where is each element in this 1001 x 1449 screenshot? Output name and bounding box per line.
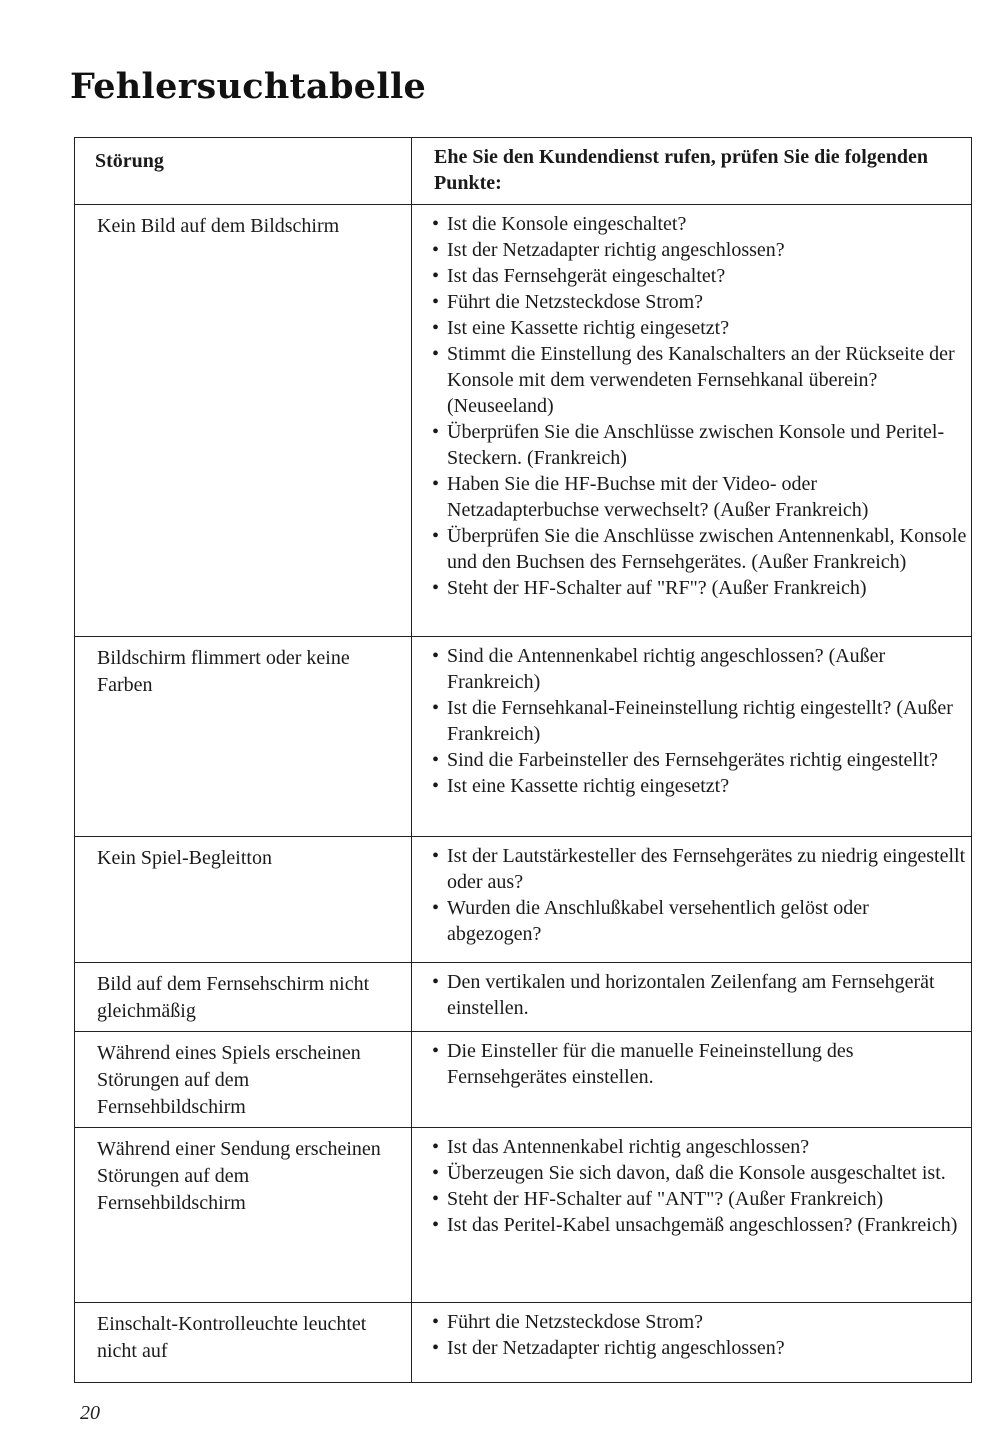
bullet-icon: • bbox=[432, 343, 440, 365]
check-item bbox=[432, 747, 967, 773]
check-item bbox=[432, 1212, 967, 1238]
symptom-cell: Kein Spiel-Begleitton bbox=[75, 837, 412, 963]
check-text: Ist das Antennenkabel richtig angeschlossen? bbox=[447, 1136, 810, 1158]
check-list bbox=[432, 969, 967, 1021]
check-item bbox=[432, 237, 967, 263]
bullet-icon: • bbox=[432, 645, 440, 667]
checks-cell bbox=[412, 1303, 972, 1383]
check-text: Ist der Netzadapter richtig angeschlossen? bbox=[447, 239, 785, 261]
check-text: Führt die Netzsteckdose Strom? bbox=[447, 291, 704, 313]
check-item bbox=[432, 773, 967, 799]
check-text: Führt die Netzsteckdose Strom? bbox=[447, 1311, 704, 1333]
check-item bbox=[432, 1335, 967, 1361]
bullet-icon: • bbox=[432, 697, 440, 719]
check-text: Ist der Lautstärkesteller des Fernsehgerätes zu niedrig eingestellt oder aus? bbox=[447, 845, 966, 893]
check-text: Wurden die Anschlußkabel versehentlich gelöst oder abgezogen? bbox=[447, 897, 869, 945]
checks-cell bbox=[412, 1032, 972, 1128]
table-row bbox=[75, 637, 972, 837]
check-item bbox=[432, 523, 967, 575]
bullet-icon: • bbox=[432, 239, 440, 261]
check-list bbox=[432, 1309, 967, 1361]
table-row bbox=[75, 1128, 972, 1303]
check-item bbox=[432, 341, 967, 419]
table-row bbox=[75, 1303, 972, 1383]
bullet-icon: • bbox=[432, 749, 440, 771]
check-text: Ist das Fernsehgerät eingeschaltet? bbox=[447, 265, 726, 287]
check-text: Den vertikalen und horizontalen Zeilenfang am Fernsehgerät einstellen. bbox=[447, 971, 935, 1019]
checks-cell bbox=[412, 637, 972, 837]
page-number: 20 bbox=[80, 1402, 100, 1424]
bullet-icon: • bbox=[432, 1188, 440, 1210]
bullet-icon: • bbox=[432, 291, 440, 313]
check-item bbox=[432, 843, 967, 895]
checks-cell bbox=[412, 205, 972, 637]
checks-cell bbox=[412, 837, 972, 963]
checks-cell bbox=[412, 963, 972, 1032]
bullet-icon: • bbox=[432, 1162, 440, 1184]
check-item bbox=[432, 895, 967, 947]
check-text: Ist eine Kassette richtig eingesetzt? bbox=[447, 317, 730, 339]
symptom-cell: Kein Bild auf dem Bildschirm bbox=[75, 205, 412, 637]
checks-cell bbox=[412, 1128, 972, 1303]
check-text: Haben Sie die HF-Buchse mit der Video- oder Netzadapterbuchse verwechselt? (Außer Frankreich) bbox=[447, 473, 869, 521]
check-text: Überprüfen Sie die Anschlüsse zwischen Antennenkabl, Konsole und den Buchsen des Fernsehgerätes. (Außer Frankreich) bbox=[447, 525, 967, 573]
page-title: Fehlersuchtabelle bbox=[70, 66, 427, 107]
check-item bbox=[432, 1186, 967, 1212]
symptom-cell: Während eines Spiels erscheinen Störungen auf dem Fernsehbildschirm bbox=[75, 1032, 412, 1128]
check-text: Steht der HF-Schalter auf "ANT"? (Außer Frankreich) bbox=[447, 1188, 884, 1210]
bullet-icon: • bbox=[432, 1337, 440, 1359]
bullet-icon: • bbox=[432, 473, 440, 495]
check-list bbox=[432, 1038, 967, 1090]
bullet-icon: • bbox=[432, 213, 440, 235]
check-text: Überzeugen Sie sich davon, daß die Konsole ausgeschaltet ist. bbox=[447, 1162, 946, 1184]
check-item bbox=[432, 289, 967, 315]
bullet-icon: • bbox=[432, 971, 440, 993]
check-item bbox=[432, 1038, 967, 1090]
check-item bbox=[432, 315, 967, 341]
check-item bbox=[432, 1160, 967, 1186]
bullet-icon: • bbox=[432, 1040, 440, 1062]
table-row bbox=[75, 963, 972, 1032]
bullet-icon: • bbox=[432, 577, 440, 599]
symptom-cell: Bild auf dem Fernsehschirm nicht gleichmäßig bbox=[75, 963, 412, 1032]
check-text: Stimmt die Einstellung des Kanalschalters an der Rückseite der Konsole mit dem verwendeten Fernsehkanal überein? (Neuseeland) bbox=[447, 343, 955, 417]
bullet-icon: • bbox=[432, 1136, 440, 1158]
symptom-cell: Während einer Sendung erscheinen Störungen auf dem Fernsehbildschirm bbox=[75, 1128, 412, 1303]
check-item bbox=[432, 211, 967, 237]
check-item bbox=[432, 969, 967, 1021]
check-list bbox=[432, 843, 967, 947]
check-text: Steht der HF-Schalter auf "RF"? (Außer Frankreich) bbox=[447, 577, 867, 599]
check-text: Die Einsteller für die manuelle Feineinstellung des Fernsehgerätes einstellen. bbox=[447, 1040, 854, 1088]
symptom-cell: Einschalt-Kontrolleuchte leuchtet nicht auf bbox=[75, 1303, 412, 1383]
check-list bbox=[432, 1134, 967, 1238]
check-text: Ist der Netzadapter richtig angeschlossen? bbox=[447, 1337, 785, 1359]
table-row bbox=[75, 205, 972, 637]
check-item bbox=[432, 643, 967, 695]
check-list bbox=[432, 643, 967, 799]
check-text: Ist die Fernsehkanal-Feineinstellung richtig eingestellt? (Außer Frankreich) bbox=[447, 697, 953, 745]
bullet-icon: • bbox=[432, 1214, 440, 1236]
check-text: Ist das Peritel-Kabel unsachgemäß angeschlossen? (Frankreich) bbox=[447, 1214, 958, 1236]
header-checks: Ehe Sie den Kundendienst rufen, prüfen Sie die folgenden Punkte: bbox=[412, 138, 972, 205]
check-text: Sind die Farbeinsteller des Fernsehgerätes richtig eingestellt? bbox=[447, 749, 938, 771]
bullet-icon: • bbox=[432, 775, 440, 797]
table-row bbox=[75, 837, 972, 963]
check-item bbox=[432, 263, 967, 289]
bullet-icon: • bbox=[432, 421, 440, 443]
check-item bbox=[432, 695, 967, 747]
check-item bbox=[432, 1309, 967, 1335]
bullet-icon: • bbox=[432, 845, 440, 867]
check-item bbox=[432, 471, 967, 523]
check-item bbox=[432, 1134, 967, 1160]
bullet-icon: • bbox=[432, 525, 440, 547]
check-text: Sind die Antennenkabel richtig angeschlossen? (Außer Frankreich) bbox=[447, 645, 886, 693]
troubleshooting-table bbox=[74, 137, 972, 1383]
check-item bbox=[432, 419, 967, 471]
bullet-icon: • bbox=[432, 265, 440, 287]
check-list bbox=[432, 211, 967, 601]
header-symptom: Störung bbox=[75, 138, 412, 205]
bullet-icon: • bbox=[432, 897, 440, 919]
table-header-row bbox=[75, 138, 972, 205]
check-item bbox=[432, 575, 967, 601]
bullet-icon: • bbox=[432, 317, 440, 339]
check-text: Ist die Konsole eingeschaltet? bbox=[447, 213, 687, 235]
bullet-icon: • bbox=[432, 1311, 440, 1333]
table-row bbox=[75, 1032, 972, 1128]
symptom-cell: Bildschirm flimmert oder keine Farben bbox=[75, 637, 412, 837]
check-text: Überprüfen Sie die Anschlüsse zwischen Konsole und Peritel-Steckern. (Frankreich) bbox=[447, 421, 945, 469]
check-text: Ist eine Kassette richtig eingesetzt? bbox=[447, 775, 730, 797]
